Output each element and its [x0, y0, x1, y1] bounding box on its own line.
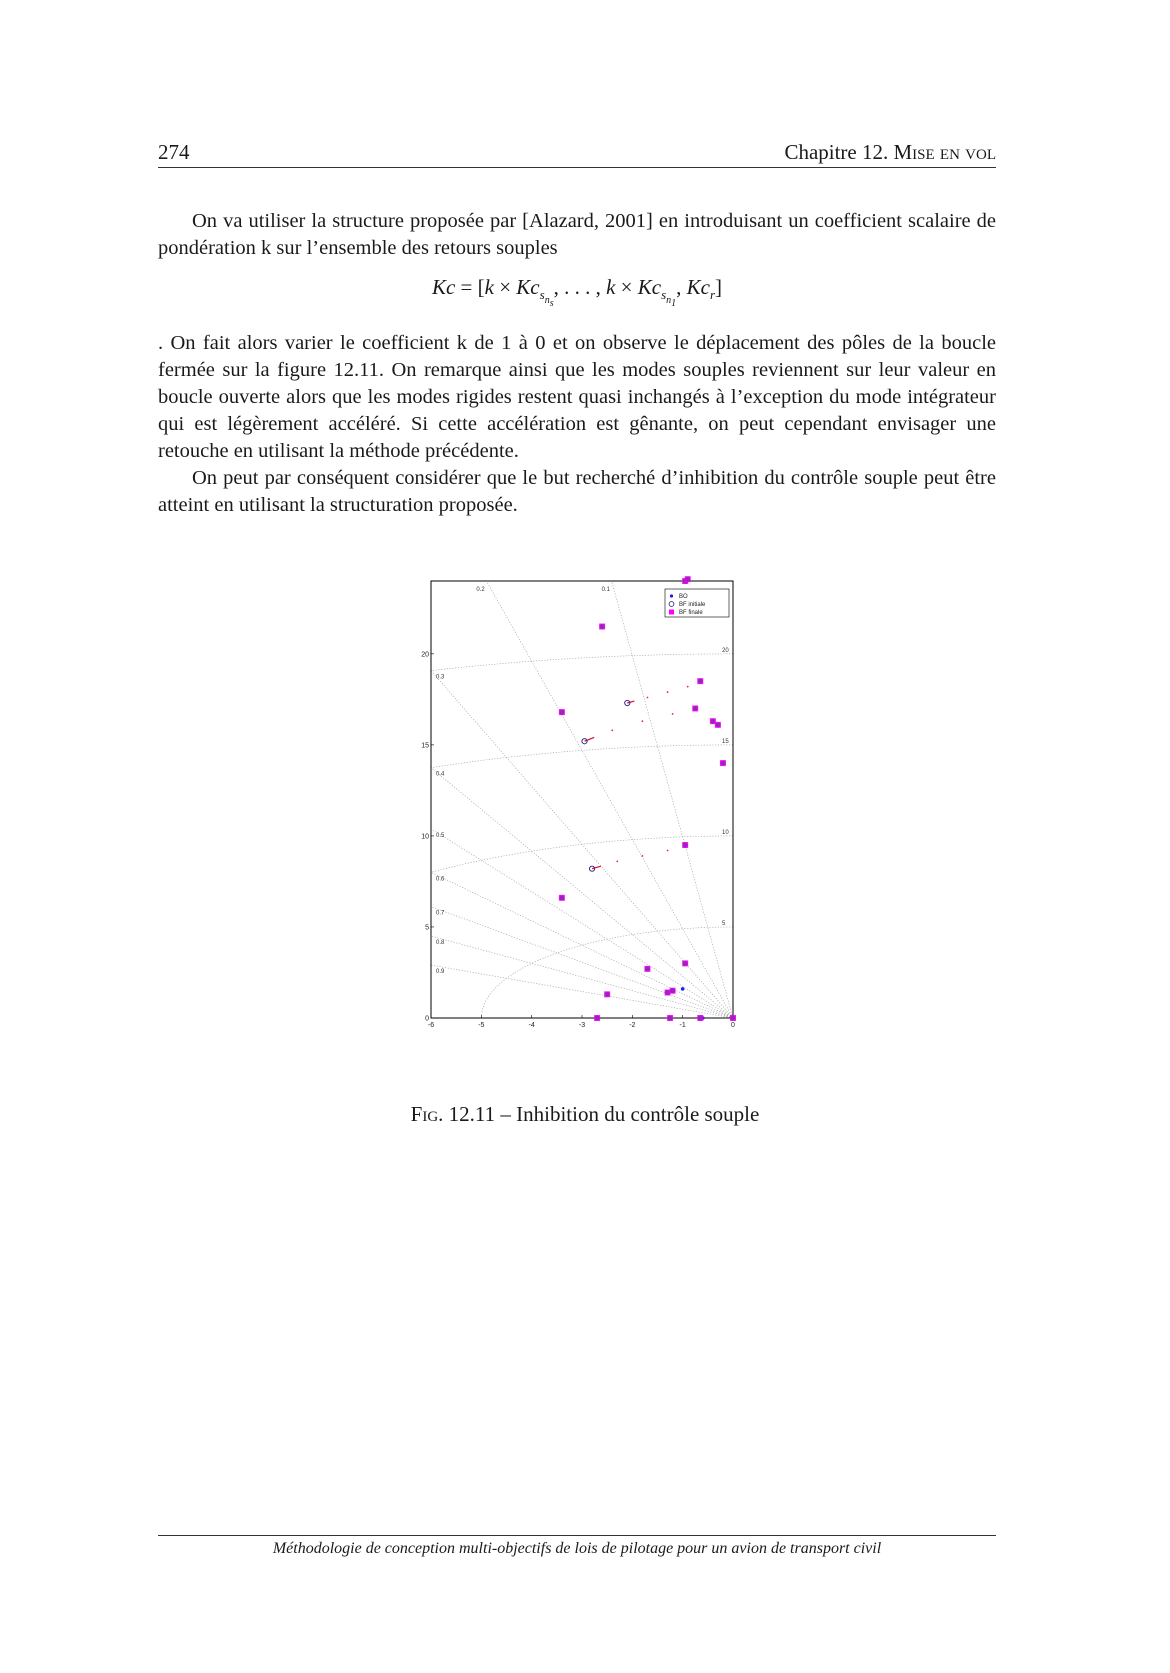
- x-tick-label: -2: [629, 1022, 636, 1029]
- frequency-label: 20: [722, 647, 729, 654]
- bf-finale-core: [693, 706, 698, 711]
- bf-finale-core: [665, 990, 670, 995]
- trajectory-point: [687, 686, 689, 688]
- bf-finale-core: [595, 1015, 600, 1020]
- x-tick-label: -3: [578, 1022, 586, 1029]
- body-text: [158, 208, 996, 519]
- bf-initiale-marker: [582, 739, 587, 744]
- frequency-arc: [415, 836, 733, 1018]
- pole-map-figure: [415, 573, 751, 1033]
- trajectory-point: [616, 861, 618, 863]
- bf-finale-core: [600, 624, 605, 629]
- trajectory-point: [647, 697, 649, 699]
- bf-finale-core: [710, 719, 715, 724]
- damping-label: 0.1: [601, 587, 610, 593]
- bf-finale-core: [559, 895, 564, 900]
- y-tick-label: 5: [425, 924, 429, 932]
- bf-finale-core: [605, 992, 610, 997]
- bf-finale-core: [685, 577, 690, 582]
- frequency-label: 5: [722, 920, 726, 927]
- damping-ray: [415, 573, 733, 1018]
- legend-label: BO: [679, 594, 688, 600]
- bf-finale-core: [683, 842, 688, 847]
- chapter-title: Mise en vol: [893, 140, 996, 164]
- paragraph-3: On peut par conséquent considérer que le but recherché d’inhibition du contrôle souple peut être atteint en utilisant la structuration proposée.: [158, 466, 996, 516]
- bf-finale-core: [720, 760, 725, 765]
- damping-label: 0.9: [436, 969, 445, 976]
- equation-kc: $Kc = [k \times Kc_{s_{n_s}}$, . . . , $k \times Kc_{s_{n_1}}$, $Kc_r$]: [431, 275, 723, 309]
- page-number: 274: [158, 140, 190, 164]
- trajectory-point: [672, 713, 674, 715]
- y-tick-label: 0: [425, 1015, 429, 1023]
- frequency-label: 10: [722, 829, 729, 836]
- trajectory-start: [627, 701, 634, 703]
- bf-finale-core: [730, 1015, 735, 1020]
- bf-finale-core: [667, 1015, 672, 1020]
- bf-finale-core: [715, 722, 720, 727]
- damping-ray: [415, 701, 733, 1018]
- x-tick-label: 0: [731, 1022, 735, 1029]
- x-tick-label: -5: [478, 1022, 485, 1029]
- caption-prefix: Fig. 12.11: [410, 1102, 496, 1126]
- x-tick-label: -4: [528, 1022, 535, 1029]
- frequency-arc: [415, 745, 733, 1018]
- trajectory-point: [611, 729, 613, 731]
- damping-ray: [415, 573, 733, 1018]
- pole-map-chart: [415, 573, 751, 1033]
- x-tick-label: -6: [427, 1022, 435, 1029]
- damping-label: 0.5: [436, 832, 445, 839]
- trajectory-point: [667, 691, 669, 693]
- damping-ray: [415, 573, 733, 1018]
- damping-ray: [415, 581, 733, 1018]
- legend-marker: [670, 594, 673, 597]
- bf-finale-core: [670, 988, 675, 993]
- figure-caption: [0, 1102, 1170, 1127]
- running-head: [784, 140, 996, 165]
- damping-ray: [415, 573, 733, 1018]
- paragraph-1: On va utiliser la structure proposée par [Alazard, 2001] en introduisant un coefficient scalaire de pondération k sur l’ensemble des retours souples: [158, 210, 996, 259]
- x-tick-label: -1: [679, 1022, 686, 1029]
- y-tick-label: 15: [421, 742, 429, 750]
- legend-label: BF initiale: [679, 602, 706, 608]
- frequency-label: 15: [722, 738, 729, 745]
- y-tick-label: 10: [421, 833, 429, 841]
- trajectory-point: [642, 720, 644, 722]
- paragraph-2: . On fait alors varier le coefficient k de 1 à 0 et on observe le déplacement des pôles de la boucle fermée sur la figure 12.11. On remarque ainsi que les modes souples reviennent sur leur valeur en boucle ouverte alors que les modes rigides restent quasi inchangés à l’exception du mode intégrateur qui est légèrement accéléré. Si cette accélération est gênante, on peut cependant envisager une retouche en utilisant la méthode précédente.: [158, 331, 996, 462]
- damping-label: 0.3: [436, 674, 445, 681]
- legend-label: BF finale: [679, 610, 703, 616]
- bf-finale-core: [683, 961, 688, 966]
- damping-ray: [532, 573, 733, 1018]
- footer-rule: [158, 1535, 996, 1536]
- bf-finale-core: [698, 679, 703, 684]
- bf-finale-core: [645, 966, 650, 971]
- trajectory-point: [667, 850, 669, 852]
- trajectory-point: [642, 855, 644, 857]
- damping-label: 0.7: [436, 910, 445, 917]
- legend-marker: [669, 610, 674, 615]
- caption-text: – Inhibition du contrôle souple: [495, 1102, 760, 1126]
- page-header: [158, 140, 996, 170]
- chapter-prefix: Chapitre 12.: [784, 140, 894, 164]
- y-tick-label: 20: [421, 651, 429, 659]
- bf-finale-core: [559, 710, 564, 715]
- page-footer: Méthodologie de conception multi-objectifs de lois de pilotage pour un avion de transport civil: [272, 1540, 882, 1557]
- damping-ray: [415, 573, 733, 1018]
- damping-label: 0.4: [436, 771, 445, 778]
- bf-finale-core: [698, 1015, 703, 1020]
- bo-marker: [681, 987, 685, 991]
- damping-label: 0.8: [436, 940, 445, 947]
- sgrid: [415, 573, 733, 1018]
- header-rule: [158, 167, 996, 168]
- plot-frame: [431, 581, 733, 1018]
- damping-ray: [415, 573, 733, 1018]
- damping-label: 0.6: [436, 876, 445, 883]
- damping-label: 0.2: [476, 587, 485, 593]
